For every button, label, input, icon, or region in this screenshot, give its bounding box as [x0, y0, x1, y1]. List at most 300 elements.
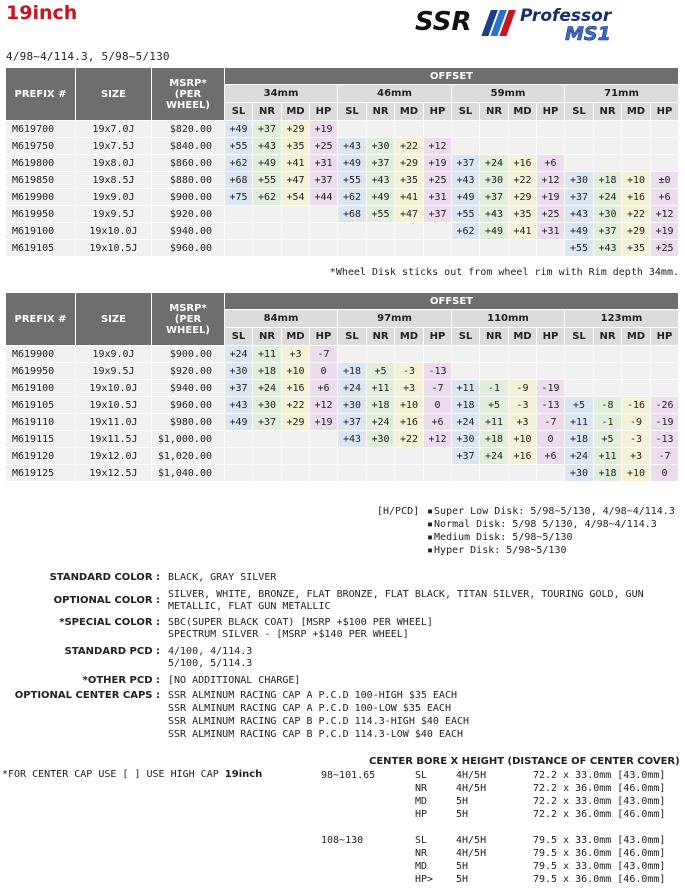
- svg-text:Professor: Professor: [520, 6, 612, 26]
- offset-cell: [338, 240, 367, 257]
- center-cap-4: SSR ALMINUM RACING CAP B P.C.D 114.3-LOW $40 EACH: [168, 729, 464, 740]
- svg-text:MS1: MS1: [565, 23, 611, 42]
- size-cell: 19x10.0J: [76, 380, 152, 397]
- center-cap-2: SSR ALMINUM RACING CAP A P.C.D 100-LOW $35 EACH: [168, 703, 451, 714]
- ssr-professor-ms1-logo: [415, 4, 680, 42]
- offset-cell: [480, 363, 509, 380]
- offset-cell: [253, 223, 282, 240]
- msrp-header: MSRP* (PER WHEEL): [152, 293, 225, 346]
- disk-md-header: MD: [509, 328, 537, 346]
- offset-cell: +24: [338, 380, 367, 397]
- offset-cell: [622, 380, 651, 397]
- offset-cell: +30: [338, 397, 367, 414]
- offset-cell: [282, 223, 310, 240]
- offset-cell: [537, 346, 565, 363]
- prefix-cell: M619115: [6, 431, 76, 448]
- center-bore-h: 4H/5H: [456, 783, 487, 794]
- offset-cell: [282, 448, 310, 465]
- offset-cell: +35: [622, 240, 651, 257]
- offset-cell: +35: [509, 206, 537, 223]
- offset-cell: -3: [622, 431, 651, 448]
- offset-cell: [565, 346, 594, 363]
- offset-cell: +43: [594, 240, 622, 257]
- offset-cell: +12: [651, 206, 679, 223]
- offset-cell: -1: [594, 414, 622, 431]
- offset-cell: +37: [310, 172, 338, 189]
- offset-cell: [509, 121, 537, 138]
- optional-color-label: OPTIONAL COLOR :: [53, 595, 160, 606]
- center-bore-dim: 79.5 x 36.0mm [46.0mm]: [533, 874, 666, 885]
- size-cell: 19x11.0J: [76, 414, 152, 431]
- center-bore-disk: MD: [415, 861, 428, 872]
- offset-cell: +24: [225, 346, 253, 363]
- offset-cell: +49: [338, 155, 367, 172]
- offset-group-header: 97mm: [338, 310, 452, 328]
- offset-cell: +16: [622, 189, 651, 206]
- size-cell: 19x11.5J: [76, 431, 152, 448]
- disk-sl-header: SL: [452, 103, 480, 121]
- prefix-cell: M619900: [6, 346, 76, 363]
- center-bore-dim: 72.2 x 33.0mm [43.0mm]: [533, 796, 666, 807]
- offset-cell: [480, 121, 509, 138]
- offset-cell: [651, 155, 679, 172]
- offset-cell: -7: [651, 448, 679, 465]
- center-bore-disk: NR: [415, 848, 428, 859]
- offset-cell: +41: [395, 189, 424, 206]
- prefix-cell: M619100: [6, 380, 76, 397]
- hpcd-item: ▪ Medium Disk: 5/98~5/130: [427, 531, 685, 544]
- disk-nr-header: NR: [253, 328, 282, 346]
- offset-cell: [310, 206, 338, 223]
- offset-cell: +55: [338, 172, 367, 189]
- offset-cell: +47: [395, 206, 424, 223]
- offset-cell: [395, 223, 424, 240]
- other-pcd-label: *OTHER PCD :: [82, 675, 160, 686]
- prefix-cell: M619125: [6, 465, 76, 482]
- offset-cell: +31: [424, 189, 452, 206]
- standard-pcd-value-2: 5/100, 5/114.3: [168, 658, 253, 669]
- prefix-cell: M619850: [6, 172, 76, 189]
- msrp-cell: $840.00: [152, 138, 225, 155]
- offset-cell: +10: [395, 397, 424, 414]
- offset-cell: [310, 223, 338, 240]
- offset-cell: [282, 240, 310, 257]
- offset-cell: [537, 465, 565, 482]
- offset-cell: +16: [509, 155, 537, 172]
- offset-cell: +62: [225, 155, 253, 172]
- offset-cell: +49: [480, 223, 509, 240]
- offset-cell: +3: [622, 448, 651, 465]
- offset-cell: [310, 465, 338, 482]
- msrp-cell: $960.00: [152, 397, 225, 414]
- offset-cell: +24: [480, 448, 509, 465]
- offset-cell: +30: [565, 172, 594, 189]
- center-bore-title: CENTER BORE X HEIGHT (DISTANCE OF CENTER COVER): [369, 756, 680, 767]
- disk-md-header: MD: [622, 103, 651, 121]
- table-row: [6, 240, 679, 257]
- offset-cell: +16: [509, 448, 537, 465]
- offset-cell: +3: [395, 380, 424, 397]
- offset-cell: -19: [537, 380, 565, 397]
- disk-nr-header: NR: [480, 103, 509, 121]
- center-bore-disk: SL: [415, 770, 428, 781]
- offset-cell: 0: [424, 397, 452, 414]
- offset-cell: [594, 346, 622, 363]
- standard-color-label: STANDARD COLOR :: [49, 572, 160, 583]
- offset-cell: +5: [594, 431, 622, 448]
- offset-cell: +49: [225, 121, 253, 138]
- pcd-line: 4/98~4/114.3, 5/98~5/130: [6, 50, 170, 63]
- offset-cell: [480, 465, 509, 482]
- offset-cell: [367, 240, 395, 257]
- optional-color-value-2: METALLIC, FLAT GUN METALLIC: [168, 601, 331, 612]
- offset-cell: -9: [622, 414, 651, 431]
- offset-table-2: [5, 292, 679, 482]
- msrp-cell: $960.00: [152, 240, 225, 257]
- msrp-cell: $820.00: [152, 121, 225, 138]
- offset-cell: +30: [480, 172, 509, 189]
- offset-cell: +68: [225, 172, 253, 189]
- offset-cell: [509, 346, 537, 363]
- offset-cell: [367, 121, 395, 138]
- standard-color-value: BLACK, GRAY SILVER: [168, 572, 277, 583]
- offset-cell: [225, 223, 253, 240]
- center-bore-h: 5H: [456, 874, 469, 885]
- offset-cell: [509, 240, 537, 257]
- offset-cell: [310, 448, 338, 465]
- offset-cell: +47: [282, 172, 310, 189]
- offset-cell: [622, 121, 651, 138]
- offset-cell: 0: [310, 363, 338, 380]
- offset-group-header: 71mm: [565, 85, 679, 103]
- offset-cell: +11: [565, 414, 594, 431]
- offset-cell: +18: [565, 431, 594, 448]
- prefix-cell: M619950: [6, 206, 76, 223]
- offset-cell: +3: [509, 414, 537, 431]
- center-bore-pcd: 108~130: [321, 835, 364, 846]
- size-cell: 19x9.5J: [76, 206, 152, 223]
- table-row: [6, 431, 679, 448]
- size-header: SIZE: [76, 293, 152, 346]
- center-bore-disk: MD: [415, 796, 428, 807]
- table-row: [6, 223, 679, 240]
- offset-cell: -13: [424, 363, 452, 380]
- offset-cell: +24: [480, 155, 509, 172]
- hpcd-label: [H/PCD]: [377, 506, 420, 517]
- offset-cell: [480, 138, 509, 155]
- prefix-cell: M619900: [6, 189, 76, 206]
- size-cell: 19x8.5J: [76, 172, 152, 189]
- center-bore-disk: SL: [415, 835, 428, 846]
- offset-cell: [225, 448, 253, 465]
- center-bore-dim: 72.2 x 36.0mm [46.0mm]: [533, 809, 666, 820]
- table-row: [6, 121, 679, 138]
- offset-cell: [565, 155, 594, 172]
- offset-cell: [225, 465, 253, 482]
- offset-cell: -13: [537, 397, 565, 414]
- msrp-cell: $920.00: [152, 206, 225, 223]
- offset-cell: +29: [282, 121, 310, 138]
- center-bore-disk: NR: [415, 783, 428, 794]
- prefix-cell: M619800: [6, 155, 76, 172]
- size-cell: 19x7.0J: [76, 121, 152, 138]
- offset-cell: [424, 121, 452, 138]
- offset-cell: [282, 465, 310, 482]
- disk-sl-header: SL: [338, 103, 367, 121]
- offset-cell: -7: [537, 414, 565, 431]
- center-bore-h: 4H/5H: [456, 770, 487, 781]
- offset-cell: +30: [367, 431, 395, 448]
- offset-cell: [282, 206, 310, 223]
- offset-cell: +22: [509, 172, 537, 189]
- offset-cell: +43: [367, 172, 395, 189]
- disk-md-header: MD: [622, 328, 651, 346]
- prefix-cell: M619750: [6, 138, 76, 155]
- table-row: [6, 172, 679, 189]
- offset-cell: +37: [594, 223, 622, 240]
- disk-nr-header: NR: [594, 328, 622, 346]
- offset-cell: +30: [367, 138, 395, 155]
- offset-cell: [367, 346, 395, 363]
- offset-cell: +37: [452, 448, 480, 465]
- offset-cell: +55: [565, 240, 594, 257]
- msrp-cell: $1,020.00: [152, 448, 225, 465]
- offset-cell: [395, 240, 424, 257]
- center-bore-h: 4H/5H: [456, 848, 487, 859]
- offset-cell: +12: [424, 138, 452, 155]
- offset-cell: [651, 363, 679, 380]
- offset-cell: +11: [253, 346, 282, 363]
- offset-cell: [253, 448, 282, 465]
- offset-cell: +37: [452, 155, 480, 172]
- offset-cell: +55: [367, 206, 395, 223]
- disk-nr-header: NR: [594, 103, 622, 121]
- prefix-cell: M619700: [6, 121, 76, 138]
- offset-cell: +43: [452, 172, 480, 189]
- special-color-value-2: SPECTRUM SILVER - [MSRP +$140 PER WHEEL]: [168, 629, 409, 640]
- offset-cell: +10: [622, 172, 651, 189]
- offset-cell: [651, 138, 679, 155]
- offset-cell: +31: [537, 223, 565, 240]
- table-row: [6, 397, 679, 414]
- disk-hp-header: HP: [651, 103, 679, 121]
- offset-cell: [537, 138, 565, 155]
- disk-md-header: MD: [395, 103, 424, 121]
- optional-color-value-1: SILVER, WHITE, BRONZE, FLAT BRONZE, FLAT BLACK, TITAN SILVER, TOURING GOLD, GUN: [168, 589, 644, 600]
- center-bore-h: 5H: [456, 796, 469, 807]
- disk-hp-header: HP: [537, 103, 565, 121]
- offset-cell: +29: [282, 414, 310, 431]
- offset-cell: [338, 223, 367, 240]
- special-color-label: *SPECIAL COLOR :: [59, 617, 160, 628]
- offset-cell: [594, 380, 622, 397]
- offset-cell: +18: [367, 397, 395, 414]
- center-cap-note-text: *FOR CENTER CAP USE [ ] USE HIGH CAP: [2, 769, 219, 780]
- offset-cell: +12: [424, 431, 452, 448]
- offset-cell: [253, 465, 282, 482]
- prefix-header: PREFIX #: [6, 68, 76, 121]
- offset-cell: +30: [452, 431, 480, 448]
- offset-cell: +75: [225, 189, 253, 206]
- hpcd-item: ▪ Hyper Disk: 5/98~5/130: [427, 544, 685, 557]
- offset-cell: [565, 121, 594, 138]
- offset-cell: +6: [537, 155, 565, 172]
- msrp-header: MSRP* (PER WHEEL): [152, 68, 225, 121]
- table-row: [6, 380, 679, 397]
- disk-sl-header: SL: [565, 328, 594, 346]
- offset-cell: [651, 380, 679, 397]
- offset-cell: +22: [622, 206, 651, 223]
- center-bore-dim: 79.5 x 36.0mm [46.0mm]: [533, 848, 666, 859]
- offset-cell: +19: [310, 121, 338, 138]
- offset-cell: +24: [253, 380, 282, 397]
- offset-cell: [310, 240, 338, 257]
- offset-cell: +18: [480, 431, 509, 448]
- offset-cell: +62: [452, 223, 480, 240]
- offset-cell: +19: [651, 223, 679, 240]
- offset-cell: [225, 240, 253, 257]
- offset-cell: +11: [480, 414, 509, 431]
- table-row: [6, 206, 679, 223]
- rim-depth-note: *Wheel Disk sticks out from wheel rim with Rim depth 34mm.: [329, 267, 679, 278]
- table-row: [6, 155, 679, 172]
- table-row: [6, 448, 679, 465]
- offset-cell: [622, 346, 651, 363]
- table-row: [6, 138, 679, 155]
- disk-nr-header: NR: [480, 328, 509, 346]
- msrp-cell: $900.00: [152, 189, 225, 206]
- size-cell: 19x12.0J: [76, 448, 152, 465]
- disk-md-header: MD: [282, 103, 310, 121]
- offset-cell: [537, 121, 565, 138]
- offset-cell: [367, 448, 395, 465]
- offset-cell: +19: [537, 189, 565, 206]
- offset-cell: [651, 346, 679, 363]
- offset-cell: -3: [395, 363, 424, 380]
- offset-cell: [622, 138, 651, 155]
- offset-cell: +37: [225, 380, 253, 397]
- page-title: 19inch: [6, 2, 78, 24]
- offset-cell: +37: [253, 121, 282, 138]
- offset-cell: [253, 240, 282, 257]
- offset-cell: [225, 431, 253, 448]
- offset-cell: [395, 448, 424, 465]
- offset-cell: +10: [282, 363, 310, 380]
- offset-cell: -16: [622, 397, 651, 414]
- disk-hp-header: HP: [424, 328, 452, 346]
- table-row: [6, 189, 679, 206]
- center-cap-3: SSR ALMINUM RACING CAP B P.C.D 114.3-HIGH $40 EACH: [168, 716, 470, 727]
- offset-cell: [452, 363, 480, 380]
- center-bore-dim: 72.2 x 36.0mm [46.0mm]: [533, 783, 666, 794]
- standard-pcd-value-1: 4/100, 4/114.3: [168, 646, 253, 657]
- offset-cell: +10: [509, 431, 537, 448]
- msrp-cell: $1,040.00: [152, 465, 225, 482]
- disk-md-header: MD: [509, 103, 537, 121]
- offset-cell: [395, 121, 424, 138]
- size-cell: 19x9.5J: [76, 363, 152, 380]
- prefix-cell: M619100: [6, 223, 76, 240]
- other-pcd-value: [NO ADDITIONAL CHARGE]: [168, 675, 301, 686]
- offset-cell: +37: [480, 189, 509, 206]
- disk-hp-header: HP: [537, 328, 565, 346]
- offset-cell: +3: [282, 346, 310, 363]
- offset-cell: +18: [338, 363, 367, 380]
- center-cap-note-size: 19inch: [224, 769, 263, 780]
- offset-cell: [480, 240, 509, 257]
- offset-cell: +30: [565, 465, 594, 482]
- disk-md-header: MD: [395, 328, 424, 346]
- offset-cell: [480, 346, 509, 363]
- special-color-value-1: SBC(SUPER BLACK COAT) [MSRP +$100 PER WHEEL]: [168, 617, 433, 628]
- msrp-cell: $940.00: [152, 380, 225, 397]
- offset-cell: [338, 121, 367, 138]
- offset-cell: -13: [651, 431, 679, 448]
- center-bore-h: 5H: [456, 861, 469, 872]
- offset-cell: +43: [225, 397, 253, 414]
- offset-cell: +30: [594, 206, 622, 223]
- disk-sl-header: SL: [338, 328, 367, 346]
- offset-cell: [565, 138, 594, 155]
- prefix-cell: M619105: [6, 240, 76, 257]
- offset-cell: +49: [565, 223, 594, 240]
- offset-group-header: 46mm: [338, 85, 452, 103]
- offset-cell: +49: [225, 414, 253, 431]
- offset-cell: +49: [452, 189, 480, 206]
- offset-cell: +18: [594, 172, 622, 189]
- offset-cell: [310, 431, 338, 448]
- offset-cell: +5: [565, 397, 594, 414]
- offset-cell: [509, 465, 537, 482]
- offset-cell: -26: [651, 397, 679, 414]
- offset-cell: [424, 465, 452, 482]
- offset-cell: +35: [282, 138, 310, 155]
- offset-cell: [452, 240, 480, 257]
- disk-hp-header: HP: [424, 103, 452, 121]
- size-cell: 19x10.0J: [76, 223, 152, 240]
- offset-cell: [537, 240, 565, 257]
- prefix-header: PREFIX #: [6, 293, 76, 346]
- offset-cell: [452, 346, 480, 363]
- offset-cell: +29: [509, 189, 537, 206]
- offset-header: OFFSET: [225, 293, 679, 310]
- size-cell: 19x8.0J: [76, 155, 152, 172]
- offset-cell: +18: [253, 363, 282, 380]
- offset-cell: +55: [253, 172, 282, 189]
- offset-cell: [424, 240, 452, 257]
- offset-cell: +6: [424, 414, 452, 431]
- center-caps-label: OPTIONAL CENTER CAPS :: [14, 690, 160, 701]
- size-cell: 19x10.5J: [76, 240, 152, 257]
- offset-table-1: [5, 67, 679, 257]
- disk-hp-header: HP: [310, 103, 338, 121]
- offset-cell: [424, 448, 452, 465]
- msrp-cell: $920.00: [152, 363, 225, 380]
- offset-cell: +18: [594, 465, 622, 482]
- size-header: SIZE: [76, 68, 152, 121]
- offset-cell: +43: [565, 206, 594, 223]
- msrp-cell: $900.00: [152, 346, 225, 363]
- offset-cell: +6: [310, 380, 338, 397]
- offset-cell: +6: [651, 189, 679, 206]
- offset-cell: +11: [452, 380, 480, 397]
- offset-cell: +24: [452, 414, 480, 431]
- msrp-cell: $1,000.00: [152, 431, 225, 448]
- offset-cell: +29: [622, 223, 651, 240]
- offset-cell: +25: [537, 206, 565, 223]
- offset-cell: +10: [622, 465, 651, 482]
- offset-group-header: 123mm: [565, 310, 679, 328]
